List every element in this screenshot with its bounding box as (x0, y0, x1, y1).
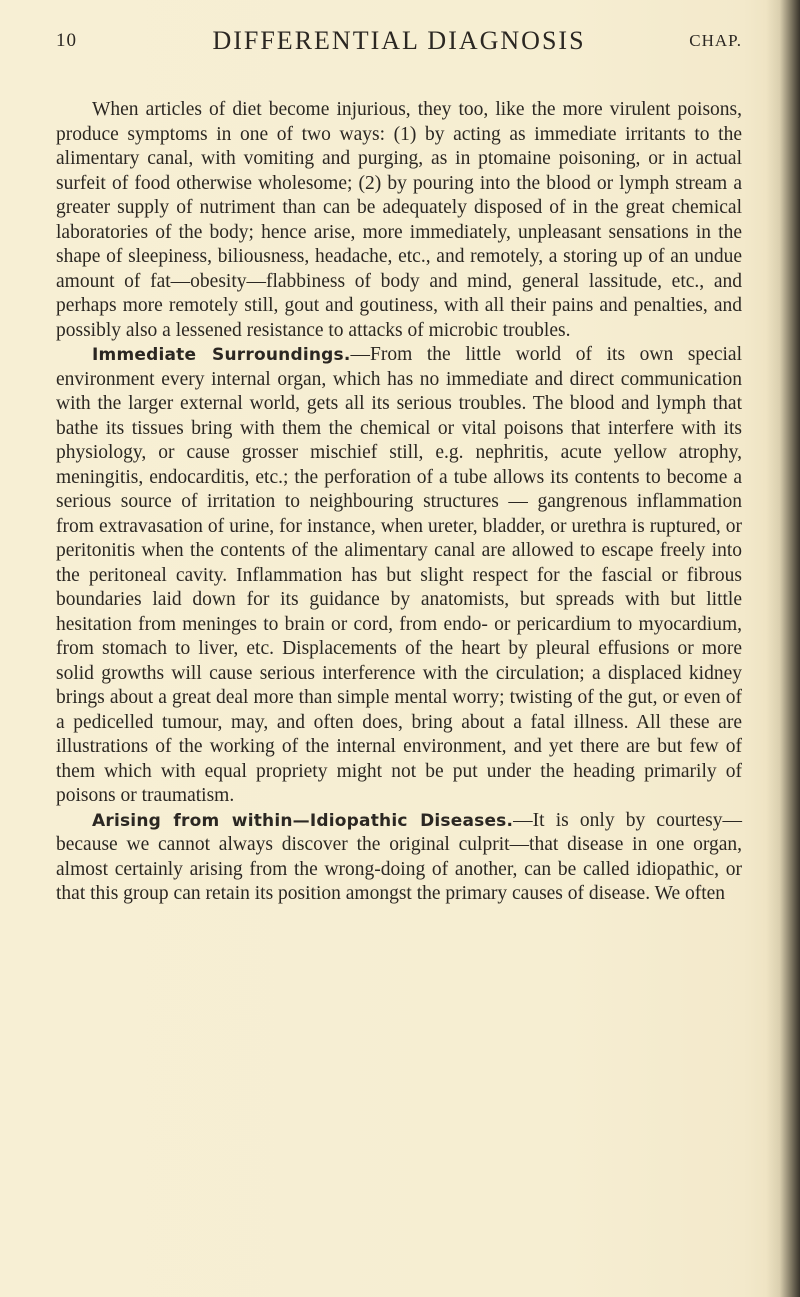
paragraph-text: —It is only by courtesy—because we cannot always discover the original culprit—that disease in one organ, almost certainly arising from the wrong-doing of another, can be called idiopathic, or that this group can retain its position amongst the primary causes of disease. We often (56, 809, 742, 904)
body-text (56, 98, 742, 907)
paragraph-text: —From the little world of its own special environment every internal organ, which has no immediate and direct communication with the larger external world, gets all its serious troubles. The blood and lymph that bathe its tissues bring with them the chemical or vital poisons that interfere with its physiology, or cause grosser mischief still, e.g. nephritis, acute yellow atrophy, meningitis, endocarditis, etc.; the perforation of a tube allows its contents to become a serious source of irritation to neighbouring structures — gangrenous inflammation from extravasation of urine, for instance, when ureter, bladder, or urethra is ruptured, or peritonitis when the contents of the alimentary canal are allowed to escape freely into the peritoneal cavity. Inflammation has but slight respect for the fascial or fibrous boundaries laid down for its guidance by anatomists, but spreads with but little hesitation from meninges to brain or cord, from endo- or pericardium to myocardium, from stomach to liver, etc. Displacements of the heart by pleural effusions or more solid growths will cause serious interference with the circulation; a displaced kidney brings about a great deal more than simple mental worry; twisting of the gut, or even of a pedicelled tumour, may, and often does, bring about a fatal illness. All these are illustrations of the working of the internal environment, and yet there are but few of them which with equal propriety might not be put under the heading primarily of poisons or traumatism. (56, 344, 742, 806)
page-header (56, 26, 742, 66)
paragraph-diet (56, 98, 742, 343)
page-edge-shadow (766, 0, 800, 1297)
section-heading: Arising from within—Idiopathic Diseases. (92, 810, 514, 831)
paragraph-idiopathic-diseases (56, 809, 742, 907)
chapter-mark: CHAP. (689, 31, 742, 50)
paragraph-immediate-surroundings (56, 343, 742, 809)
section-heading: Immediate Surroundings. (92, 345, 351, 365)
running-title: DIFFERENTIAL DIAGNOSIS (212, 26, 586, 55)
page-number: 10 (56, 30, 77, 51)
paragraph-text: When articles of diet become injurious, they too, like the more virulent poisons, produce symptoms in one of two ways: (1) by acting as immediate irritants to the alimentary canal, with vomiting and purging, as in ptomaine poisoning, or in actual surfeit of food otherwise wholesome; (2) by pouring into the blood or lymph stream a greater supply of nutriment than can be adequately disposed of in the great chemical laboratories of the body; hence arise, more immediately, unpleasant sensations in the shape of sleepiness, biliousness, headache, etc., and remotely, a storing up of an undue amount of fat—obesity—flabbiness of body and mind, general lassitude, etc., and perhaps more remotely still, gout and goutiness, with all their pains and penalties, and possibly also a lessened resistance to attacks of microbic troubles. (56, 99, 742, 341)
